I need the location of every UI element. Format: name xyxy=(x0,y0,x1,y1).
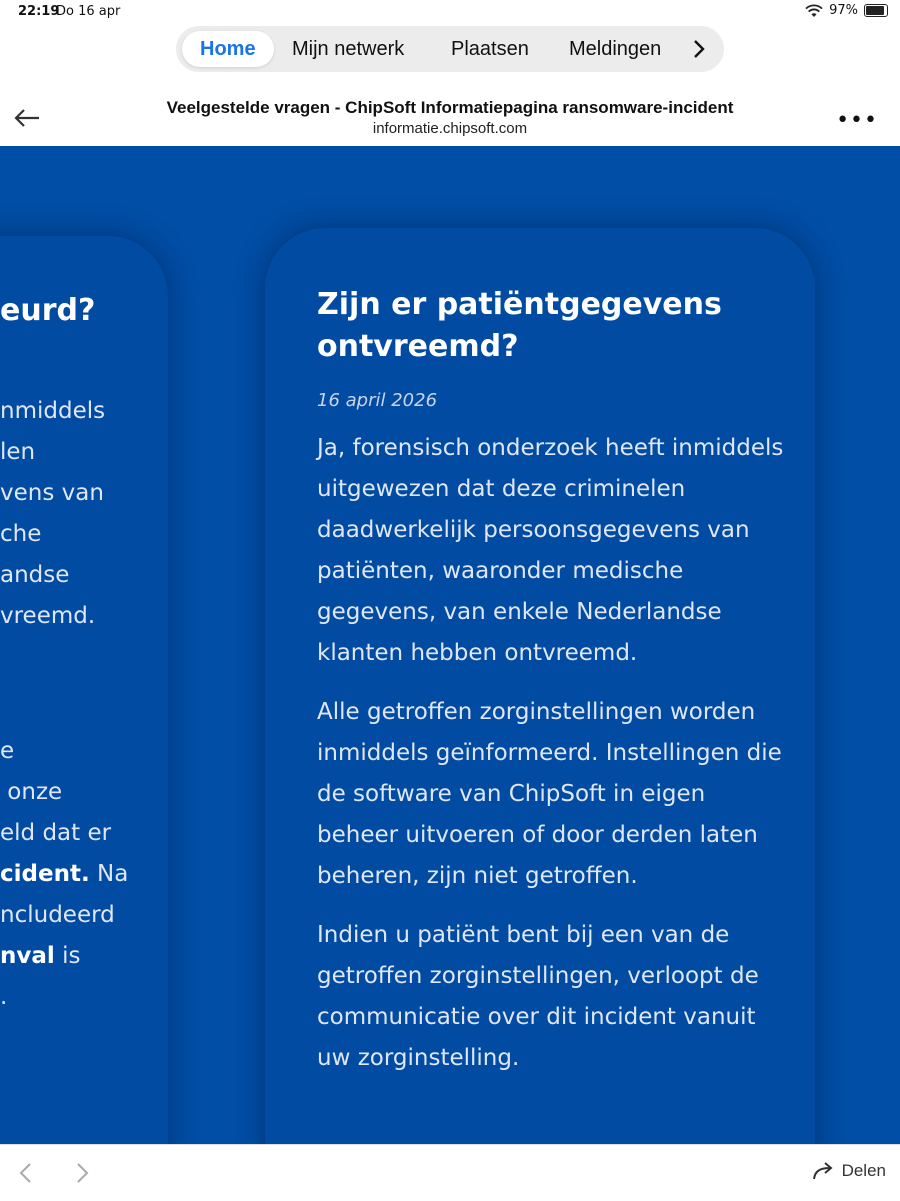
faq-paragraph: Indien u patiënt bent bij een van de getroffen zorginstellingen, verloopt de communicatie over dit incident vanuit uw zorginstelling. xyxy=(317,922,759,1071)
share-button[interactable] xyxy=(812,1161,886,1181)
prev-card-line: nmiddels xyxy=(0,398,106,424)
page-url: informatie.chipsoft.com xyxy=(372,120,528,137)
tab-home[interactable]: Home xyxy=(182,31,274,67)
tab-plaatsen[interactable]: Plaatsen xyxy=(451,38,529,60)
battery-icon xyxy=(864,4,888,17)
faq-paragraph: Ja, forensisch onderzoek heeft inmiddels uitgewezen dat deze criminelen daadwerkelijk persoonsgegevens van patiënten, waaronder medische gegevens, van enkele Nederlandse klanten hebben ontvreemd. xyxy=(317,435,784,666)
status-time: 22:19 xyxy=(18,4,60,19)
prev-card-line: che xyxy=(0,521,42,547)
top-nav xyxy=(176,26,724,72)
prev-card-title: eurd? xyxy=(0,293,96,328)
prev-card-bold: nval xyxy=(0,943,55,969)
battery-percent: 97% xyxy=(829,3,858,18)
faq-paragraph: Alle getroffen zorginstellingen worden inmiddels geïnformeerd. Instellingen die de software van ChipSoft in eigen beheer uitvoeren of door derden laten beheren, zijn niet getroffen. xyxy=(317,699,782,889)
prev-card-line xyxy=(0,936,80,977)
more-options-icon[interactable]: ••• xyxy=(836,108,878,133)
status-bar xyxy=(0,0,900,24)
prev-card-line: e xyxy=(0,738,15,764)
chevron-left-icon[interactable] xyxy=(16,1161,36,1185)
chevron-right-icon[interactable] xyxy=(684,34,714,64)
prev-card-line: ncludeerd xyxy=(0,902,115,928)
tab-mijn-netwerk[interactable]: Mijn netwerk xyxy=(292,38,405,60)
status-date: Do 16 apr xyxy=(56,4,121,19)
prev-card-line xyxy=(0,854,128,895)
back-arrow-icon[interactable] xyxy=(12,106,42,130)
prev-card-text: is xyxy=(54,943,81,969)
page-title: Veelgestelde vragen - ChipSoft Informatiepagina ransomware-incident xyxy=(166,98,734,117)
chevron-right-icon[interactable] xyxy=(72,1161,92,1185)
bottom-toolbar xyxy=(0,1144,900,1201)
faq-question: Zijn er patiëntgegevens ontvreemd? xyxy=(317,287,722,364)
prev-card-bold: cident. xyxy=(0,861,90,887)
prev-card-line: vreemd. xyxy=(0,603,96,629)
prev-card-line: andse xyxy=(0,562,70,588)
prev-card-line: onze xyxy=(0,779,63,805)
status-right xyxy=(805,3,888,18)
share-label: Delen xyxy=(841,1161,886,1180)
prev-card-line: . xyxy=(0,984,8,1010)
faq-answer xyxy=(317,428,787,1097)
prev-card-text: Na xyxy=(89,861,129,887)
share-icon xyxy=(812,1161,836,1181)
faq-card-previous xyxy=(0,236,168,1144)
prev-card-line: vens van xyxy=(0,480,104,506)
faq-date: 16 april 2026 xyxy=(317,390,438,411)
page-header xyxy=(0,88,900,146)
prev-card-line: len xyxy=(0,439,36,465)
web-content[interactable] xyxy=(0,146,900,1144)
prev-card-line: eld dat er xyxy=(0,820,112,846)
faq-card xyxy=(265,228,815,1144)
tab-meldingen[interactable]: Meldingen xyxy=(569,38,662,60)
wifi-icon xyxy=(805,4,823,18)
